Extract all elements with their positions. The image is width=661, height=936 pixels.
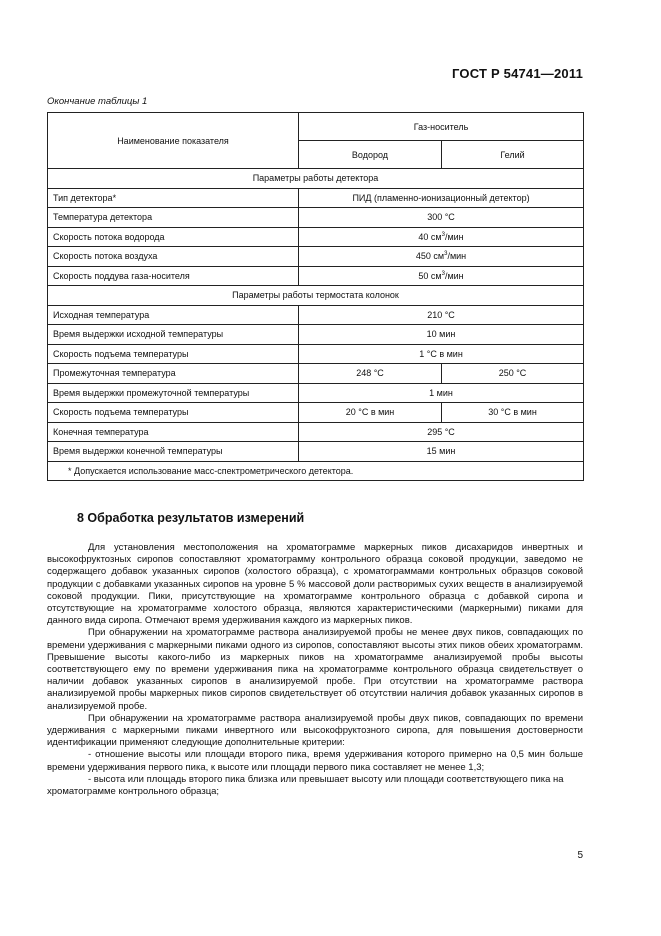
table-row [48, 403, 584, 423]
row-value: 10 мин [299, 325, 584, 345]
table-row [48, 344, 584, 364]
table-row [48, 227, 584, 247]
row-value [299, 247, 584, 267]
table-row [48, 442, 584, 462]
header-parameter-name: Наименование показателя [48, 113, 299, 169]
header-hydrogen: Водород [299, 141, 442, 169]
standard-code: ГОСТ Р 54741—2011 [452, 66, 583, 81]
row-label: Время выдержки конечной температуры [48, 442, 299, 462]
row-label: Скорость потока воздуха [48, 247, 299, 267]
row-value: 210 °С [299, 305, 584, 325]
header-helium: Гелий [442, 141, 584, 169]
row-label: Скорость подъема температуры [48, 403, 299, 423]
list-item: - высота или площадь второго пика близка или превышает высоту или площади соответствующего пика на хроматограмме контрольного образца; [47, 773, 564, 798]
table-row [48, 305, 584, 325]
row-label: Время выдержки исходной температуры [48, 325, 299, 345]
value-unit: /мин [447, 251, 467, 262]
row-value-hydrogen: 20 °С в мин [299, 403, 442, 423]
table-row [48, 422, 584, 442]
row-value-hydrogen: 248 °С [299, 364, 442, 384]
table-footnote: * Допускается использование масс-спектрометрического детектора. [48, 461, 584, 481]
header-carrier-gas: Газ-носитель [299, 113, 584, 141]
table-row [48, 266, 584, 286]
table-row [48, 383, 584, 403]
section-row-detector [48, 169, 584, 189]
value-superscript: 3 [441, 231, 445, 238]
list-item: - отношение высоты или площади второго пика, время удерживания которого примерно на 0,5 мин больше времени удерживания первого пика, к высоте или площади первого пика составляет не менее 1,3; [47, 749, 583, 773]
table-row [48, 325, 584, 345]
table-row [48, 188, 584, 208]
row-label: Конечная температура [48, 422, 299, 442]
row-label: Исходная температура [48, 305, 299, 325]
table-footnote-row [48, 461, 584, 481]
row-label: Температура детектора [48, 208, 299, 228]
value-superscript: 3 [444, 251, 448, 258]
row-value: 300 °С [299, 208, 584, 228]
row-label: Скорость потока водорода [48, 227, 299, 247]
value-text: 450 см [415, 251, 445, 262]
value-superscript: 3 [441, 270, 445, 277]
section-heading: 8 Обработка результатов измерений [77, 511, 305, 525]
row-label: Время выдержки промежуточной температуры [48, 383, 299, 403]
row-value [299, 227, 584, 247]
row-value: 15 мин [299, 442, 584, 462]
value-unit: /мин [444, 270, 464, 281]
row-value-helium: 30 °С в мин [442, 403, 584, 423]
value-text: 50 см [418, 270, 442, 281]
paragraph: При обнаружении на хроматограмме раствора анализируемой пробы двух пиков, совпадающих по времени удерживания с маркерными пиками инвертного или высокофруктозного сиропа, для повышения достоверности идентификации применяют следующие дополнительные критерии: [47, 712, 583, 749]
table-caption: Окончание таблицы 1 [47, 96, 148, 107]
paragraph: Для установления местоположения на хроматограмме маркерных пиков дисахаридов инвертных и высокофруктозных сиропов сопоставляют хроматограмму контрольного образца соковой продукции, заведомо не содержащего добавок указанных сиропов (холостого образца), с хроматограммами контрольных образцов соковой продукции с добавками указанных сиропов на уровне 5 % массовой доли растворимых сухих веществ в анализируемой соковой продукции. Пики, присутствующие на хроматограмме контрольного образца с добавкой сиропа и отсутствующие на хроматограмме холостого образца, являются характеристическими (маркерными) пиками для данного вида сиропа. Отмечают время удерживания каждого из маркерных пиков. [47, 542, 583, 627]
table-row [48, 208, 584, 228]
parameters-table [47, 112, 584, 481]
table-row [48, 364, 584, 384]
paragraph: При обнаружении на хроматограмме раствора анализируемой пробы не менее двух пиков, совпадающих по времени удерживания с маркерными пиками одного из сиропов, сопоставляют высоты этих пиков обеих хроматограмм. Превышение высоты какого-либо из маркерных пиков на хроматограмме анализируемой пробы высоты соответствующего ему по времени удерживания пика на хроматограмме контрольного образца свидетельствует о наличии добавок указанных сиропов в анализируемой пробе. При отсутствии на хроматограмме раствора анализируемой пробы маркерных пиков сиропов свидетельствует об отсутствии наличия добавок указанных сиропов в анализируемой пробе. [47, 627, 583, 712]
row-value [299, 266, 584, 286]
row-label: Скорость поддува газа-носителя [48, 266, 299, 286]
row-label: Скорость подъема температуры [48, 344, 299, 364]
section-body [47, 542, 583, 798]
section-thermostat-label: Параметры работы термостата колонок [48, 286, 584, 306]
row-value-helium: 250 °С [442, 364, 584, 384]
section-row-thermostat [48, 286, 584, 306]
value-text: 40 см [418, 231, 442, 242]
row-value: 295 °С [299, 422, 584, 442]
row-value: ПИД (пламенно-ионизационный детектор) [299, 188, 584, 208]
section-detector-label: Параметры работы детектора [48, 169, 584, 189]
row-label: Промежуточная температура [48, 364, 299, 384]
page-number: 5 [577, 850, 583, 861]
row-value: 1 °С в мин [299, 344, 584, 364]
row-label: Тип детектора* [48, 188, 299, 208]
table-header-row [48, 113, 584, 141]
table-row [48, 247, 584, 267]
value-unit: /мин [444, 231, 464, 242]
row-value: 1 мин [299, 383, 584, 403]
